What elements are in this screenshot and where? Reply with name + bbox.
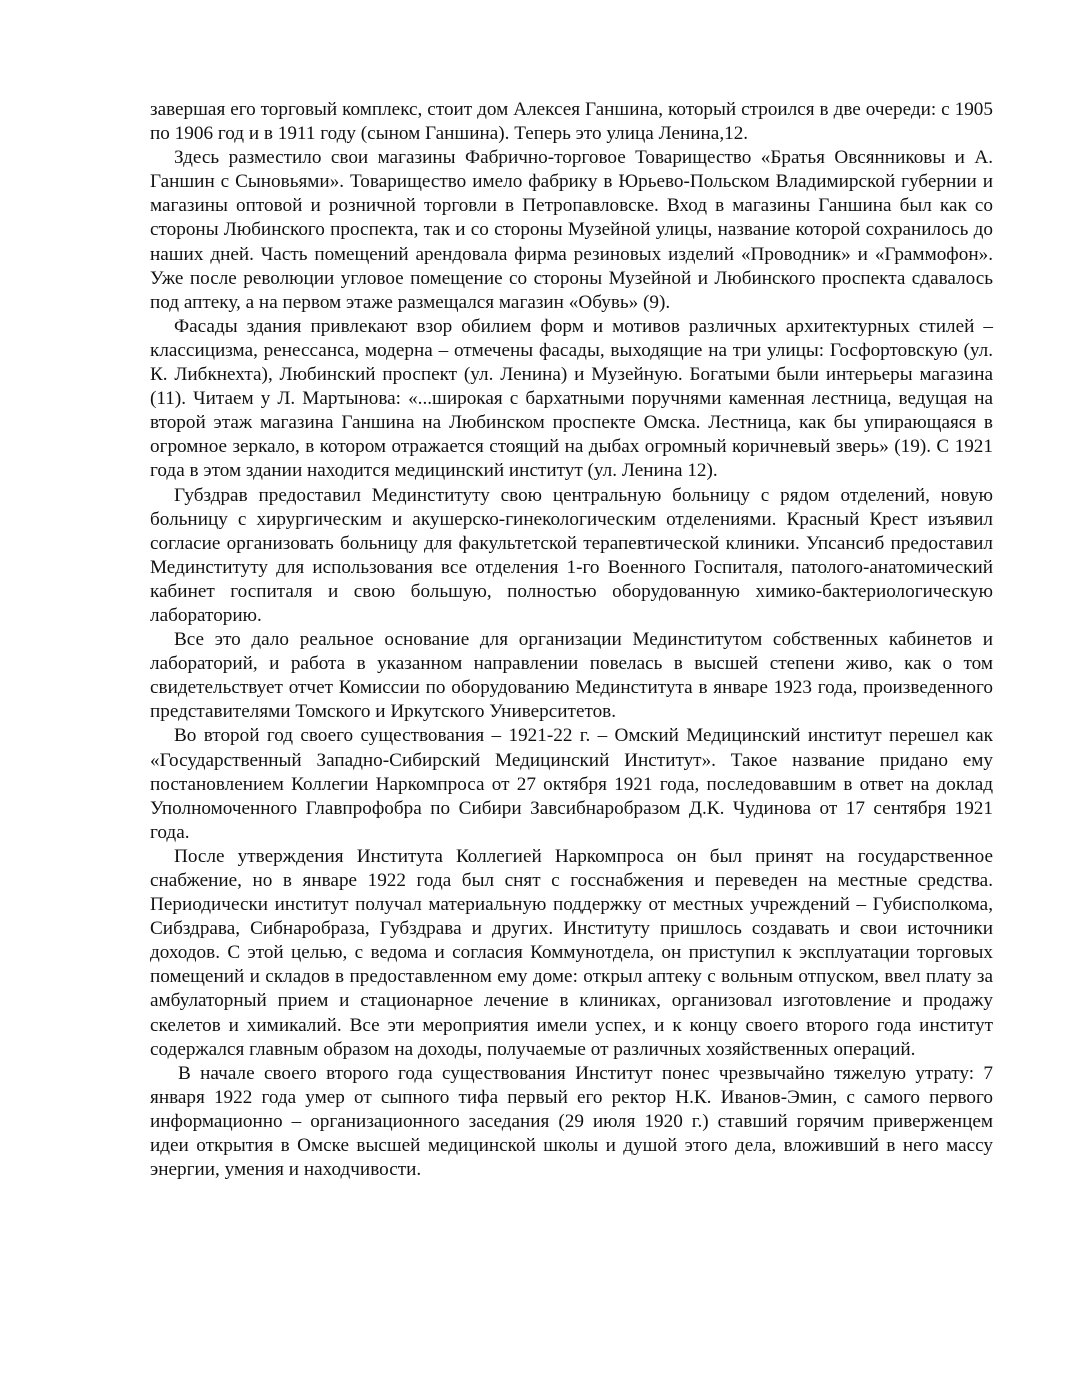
paragraph-second-year: Во второй год своего существования – 1921-22 г. – Омский Медицинский институт перешел как «Государственный Западно-Сибирский Медицинский Институт». Такое название придано ему постановлением Коллегии Наркомпроса от 27 октября 1921 года, последовавшим в ответ на доклад Уполномоченного Главпрофобра по Сибири Завсибнаробразом Д.К. Чудинова от 17 сентября 1921 года. — [150, 725, 993, 843]
paragraph-laboratories: Все это дало реальное основание для организации Мединститутом собственных кабинетов и лабораторий, и работа в указанном направлении повелась в высшей степени живо, как о том свидетельствует отчет Комиссии по оборудованию Мединститута в январе 1923 года, произведенного представителями Томского и Иркутского Университетов. — [150, 629, 993, 723]
paragraph-shops-partnership: Здесь разместило свои магазины Фабрично-торговое Товарищество «Братья Овсянниковы и А. Ганшин с Сыновьями». Товарищество имело фабрику в Юрьево-Польском Владимирской губернии и магазины оптовой и розничной торговли в Петропавловске. Вход в магазины Ганшина был как со стороны Любинского проспекта, так и со стороны Музейной улицы, название которой сохранилось до наших дней. Часть помещений арендовала фирма резиновых изделий «Проводник» и «Граммофон». Уже после революции угловое помещение со стороны Музейной и Любинского проспекта сдавалось под аптеку, а на первом этаже размещался магазин «Обувь» (9). — [150, 147, 993, 313]
paragraph-funding: После утверждения Института Коллегией Наркомпроса он был принят на государственное снабжение, но в январе 1922 года был снят с госснабжения и переведен на местные средства. Периодически институт получал материальную поддержку от местных учреждений – Губисполкома, Сибздрава, Сибнаробраза, Губздрава и других. Институту пришлось создавать и свои источники доходов. С этой целью, с ведома и согласия Коммунотдела, он приступил к эксплуатации торговых помещений и складов в предоставленном ему доме: открыл аптеку с вольным отпуском, ввел плату за амбулаторный прием и стационарное лечение в клиниках, организовал изготовление и продажу скелетов и химикалий. Все эти мероприятия имели успех, и к концу своего второго года институт содержался главным образом на доходы, получаемые от различных хозяйственных операций. — [150, 845, 993, 1060]
paragraph-gubzdrav: Губздрав предоставил Мединституту свою центральную больницу с рядом отделений, новую больницу с хирургическим и акушерско-гинекологическим отделениями. Красный Крест изъявил согласие организовать больницу для факультетской терапевтической клиники. Упсансиб предоставил Мединституту для использования все отделения 1-го Военного Госпиталя, патолого-анатомический кабинет госпиталя и свою большую, полностью оборудованную химико-бактериологическую лабораторию. — [150, 484, 993, 626]
paragraph-rector-loss: В начале своего второго года существования Институт понес чрезвычайно тяжелую утрату: 7 января 1922 года умер от сыпного тифа первый его ректор Н.К. Иванов-Эмин, с самого первого информационно – организационного заседания (29 июля 1920 г.) ставший горячим приверженцем идеи открытия в Омске высшей медицинской школы и душой этого дела, вложивший в него массу энергии, умения и находчивости. — [150, 1062, 993, 1181]
document-body — [150, 98, 993, 1182]
paragraph-facades: Фасады здания привлекают взор обилием форм и мотивов различных архитектурных стилей – классицизма, ренессанса, модерна – отмечены фасады, выходящие на три улицы: Госфортовскую (ул. К. Либкнехта), Любинский проспект (ул. Ленина) и Музейную. Богатыми были интерьеры магазина (11). Читаем у Л. Мартынова: «...широкая с бархатными поручнями каменная лестница, ведущая на второй этаж магазина Ганшина на Любинском проспекте Омска. Лестница, как бы упирающаяся в огромное зеркало, в котором отражается стоящий на дыбах огромный коричневый зверь» (19). С 1921 года в этом здании находится медицинский институт (ул. Ленина 12). — [150, 315, 993, 482]
paragraph-ganshin-house: завершая его торговый комплекс, стоит дом Алексея Ганшина, который строился в две очереди: с 1905 по 1906 год и в 1911 году (сыном Ганшина). Теперь это улица Ленина,12. — [150, 99, 993, 145]
